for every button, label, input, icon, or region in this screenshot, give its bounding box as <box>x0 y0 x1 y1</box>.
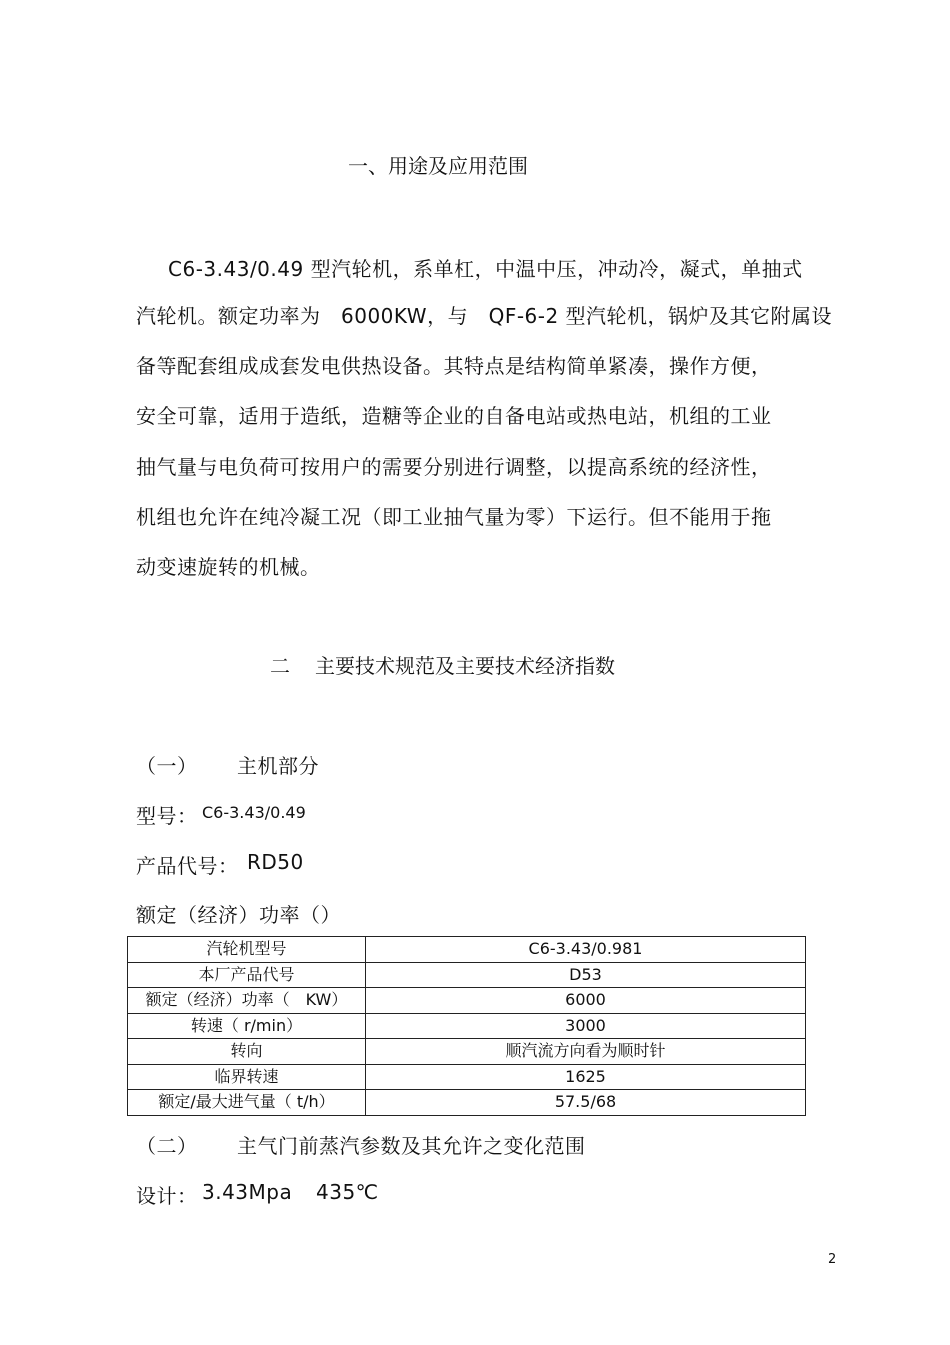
paragraph-line: 机组也允许在纯冷凝工况（即工业抽气量为零）下运行。但不能用于拖 <box>136 505 772 529</box>
design-label: 设计： <box>136 1184 198 1208</box>
table-cell-label: 转速（ r/min） <box>128 1013 366 1039</box>
table-row <box>128 1039 806 1065</box>
table-cell-label: 汽轮机型号 <box>128 937 366 963</box>
design-temperature: 435℃ <box>316 1180 379 1204</box>
table-cell-value: 3000 <box>366 1013 806 1039</box>
table-row <box>128 937 806 963</box>
subsection-2-number: （二） <box>136 1134 198 1158</box>
product-code-label: 产品代号： <box>136 854 239 878</box>
subsection-2-title: 主气门前蒸汽参数及其允许之变化范围 <box>237 1134 586 1158</box>
design-pressure: 3.43Mpa <box>202 1180 293 1204</box>
paragraph-line: 动变速旋转的机械。 <box>136 555 321 579</box>
table-cell-value: 57.5/68 <box>366 1090 806 1116</box>
table-row <box>128 962 806 988</box>
section-1-title: 一、用途及应用范围 <box>348 154 528 178</box>
model-label: 型号： <box>136 804 198 828</box>
table-cell-value: D53 <box>366 962 806 988</box>
subsection-1-title: 主机部分 <box>237 754 319 778</box>
subsection-1-number: （一） <box>136 754 198 778</box>
table-cell-label: 本厂产品代号 <box>128 962 366 988</box>
table-cell-value: 顺汽流方向看为顺时针 <box>366 1039 806 1065</box>
table-row <box>128 1090 806 1116</box>
table-cell-label: 转向 <box>128 1039 366 1065</box>
table-row <box>128 1013 806 1039</box>
table-cell-value: 6000 <box>366 988 806 1014</box>
table-cell-label: 额定（经济）功率（ KW） <box>128 988 366 1014</box>
model-value: C6-3.43/0.49 <box>202 803 306 822</box>
table-row <box>128 988 806 1014</box>
table-cell-label: 临界转速 <box>128 1064 366 1090</box>
spec-table <box>127 936 806 1116</box>
section-2-title: 主要技术规范及主要技术经济指数 <box>315 654 615 678</box>
paragraph-line: 抽气量与电负荷可按用户的需要分别进行调整，以提高系统的经济性， <box>136 455 772 479</box>
paragraph-line: 汽轮机。额定功率为 6000KW，与 QF-6-2 型汽轮机，锅炉及其它附属设 <box>136 304 833 328</box>
page-number: 2 <box>828 1252 837 1267</box>
rated-power-line: 额定（经济）功率（） <box>136 903 341 927</box>
table-cell-value: C6-3.43/0.981 <box>366 937 806 963</box>
paragraph-line: 备等配套组成成套发电供热设备。其特点是结构简单紧凑，操作方便， <box>136 354 772 378</box>
section-2-number: 二 <box>270 654 290 678</box>
paragraph-line: 安全可靠，适用于造纸，造糖等企业的自备电站或热电站，机组的工业 <box>136 404 772 428</box>
table-row <box>128 1064 806 1090</box>
product-code-value: RD50 <box>247 850 304 874</box>
table-cell-label: 额定/最大进气量（ t/h） <box>128 1090 366 1116</box>
paragraph-line: C6-3.43/0.49 型汽轮机，系单杠，中温中压，冲动冷，凝式，单抽式 <box>168 257 803 281</box>
table-cell-value: 1625 <box>366 1064 806 1090</box>
